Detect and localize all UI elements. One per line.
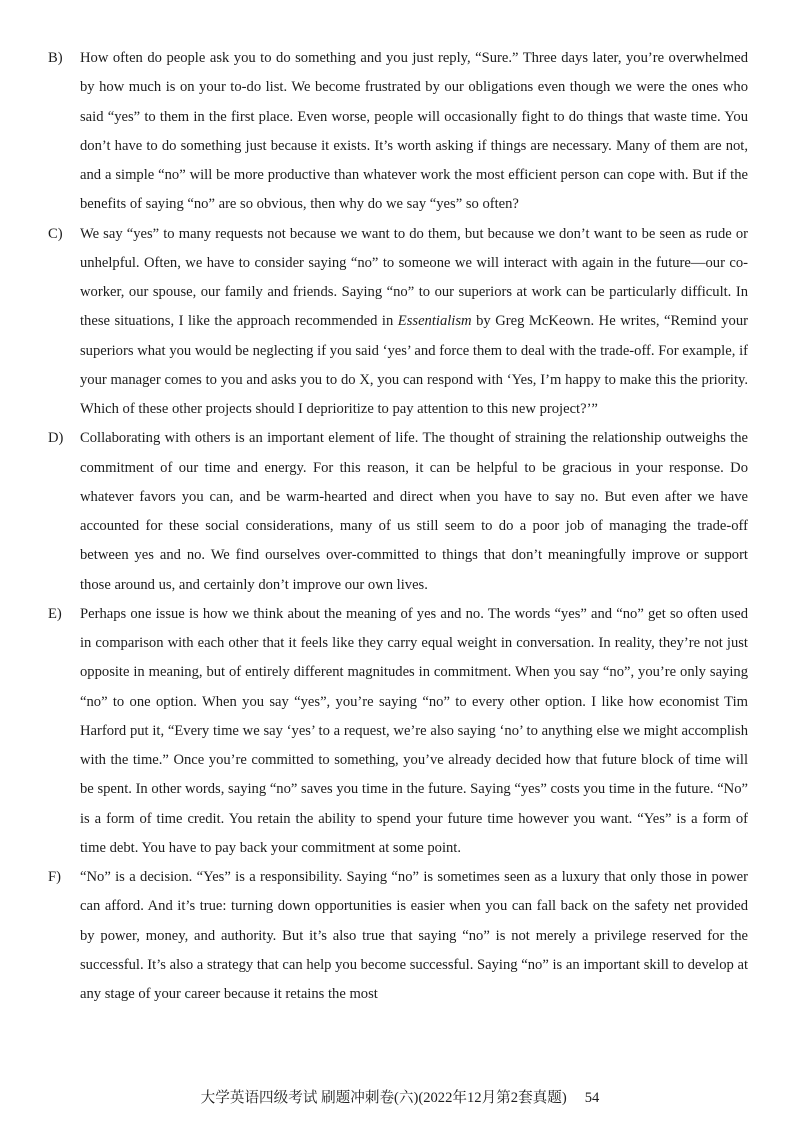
paragraph-text-part: by Greg McKeown. He writes, “Remind your superiors what you would be neglecting if you said ‘yes’ and force them to deal with the trade-off. For example, if your manager comes to you and asks you to do X, you can respond with ‘Yes, I’m happy to make this the priority. Which of these other projects should I deprioritize to pay attention to this new project?’” bbox=[80, 313, 748, 417]
footer-title: 大学英语四级考试 刷题冲刺卷(六)(2022年12月第2套真题) bbox=[200, 1090, 567, 1106]
paragraph-e bbox=[48, 600, 748, 863]
book-title: Essentialism bbox=[397, 313, 472, 330]
paragraph-c bbox=[48, 220, 748, 425]
paragraph-b bbox=[48, 44, 748, 220]
paragraph-label: E) bbox=[48, 605, 62, 622]
page-number: 54 bbox=[584, 1090, 600, 1106]
paragraph-text bbox=[80, 220, 748, 425]
passage bbox=[48, 44, 748, 1009]
paragraph-text: “No” is a decision. “Yes” is a responsibility. Saying “no” is sometimes seen as a luxury that only those in power can afford. And it’s true: turning down opportunities is easier when you can fall back on the safety net provided by power, money, and authority. But it’s also true that saying “no” is not merely a privilege reserved for the successful. It’s also a strategy that can help you become successful. Saying “no” is an important skill to develop at any stage of your career because it retains the most bbox=[80, 869, 748, 1002]
paragraph-d bbox=[48, 424, 748, 600]
paragraph-label: F) bbox=[48, 869, 61, 885]
paragraph-f bbox=[48, 863, 748, 1009]
paragraph-text-part: We say “yes” to many requests not because we want to do them, but because we don’t want to be seen as rude or unhelpful. Often, we have to consider saying “no” to someone we will interact with again in the future—our co-worker, our spouse, our family and friends. Saying “no” to our superiors at work can be particularly difficult. In these situations, I like the approach recommended in bbox=[80, 225, 748, 330]
paragraph-text: How often do people ask you to do something and you just reply, “Sure.” Three days later, you’re overwhelmed by how much is on your to-do list. We become frustrated by our obligations even though we were the ones who said “yes” to them in the first place. Even worse, people will occasionally fight to do things that waste time. You don’t have to do something just because it exists. It’s worth asking if things are necessary. Many of them are not, and a simple “no” will be more productive than whatever work the most efficient person can cope with. But if the benefits of saying “no” are so obvious, then why do we say “yes” so often? bbox=[80, 50, 748, 213]
paragraph-label: B) bbox=[48, 50, 63, 66]
paragraph-label: C) bbox=[48, 225, 63, 242]
paragraph-text: Perhaps one issue is how we think about the meaning of yes and no. The words “yes” and “no” get so often used in comparison with each other that it feels like they carry equal weight in conversation. In reality, they’re not just opposite in meaning, but of entirely different magnitudes in commitment. When you say “no”, you’re only saying “no” to one option. When you say “yes”, you’re saying “no” to every other option. I like how economist Tim Harford put it, “Every time we say ‘yes’ to a request, we’re also saying ‘no’ to anything else we might accomplish with the time.” Once you’re committed to something, you’ve already decided how that future block of time will be spent. In other words, saying “no” saves you time in the future. Saying “yes” costs you time in the future. “No” is a form of time credit. You retain the ability to spend your future time however you want. “Yes” is a form of time debt. You have to pay back your commitment at some point. bbox=[80, 605, 748, 856]
paragraph-label: D) bbox=[48, 430, 64, 447]
page-footer bbox=[0, 1088, 800, 1108]
paragraph-text: Collaborating with others is an important element of life. The thought of straining the relationship outweighs the commitment of our time and energy. For this reason, it can be helpful to be gracious in your response. Do whatever favors you can, and be warm-hearted and direct when you have to say no. But even after we have accounted for these social considerations, many of us still seem to do a poor job of managing the trade-off between yes and no. We find ourselves over-committed to things that don’t meaningfully improve or support those around us, and certainly don’t improve our own lives. bbox=[80, 430, 748, 593]
